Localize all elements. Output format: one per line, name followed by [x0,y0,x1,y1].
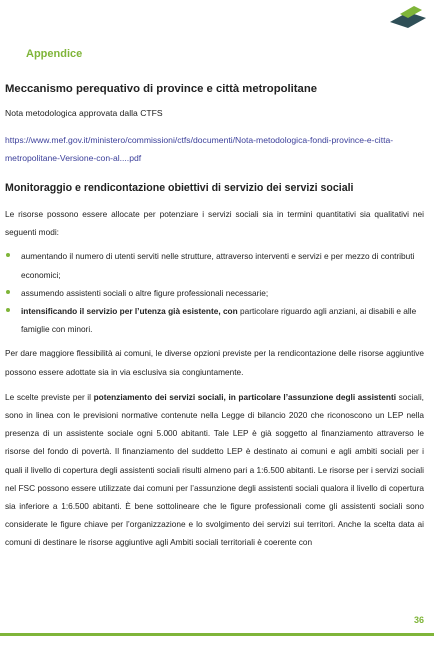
section-body [5,205,424,552]
page-number: 36 [413,615,424,625]
brand-logo-icon [388,4,428,28]
options-list [5,247,424,338]
paragraph-bold: potenziamento dei servizi sociali, in particolare l’assunzione degli assistenti [93,391,397,402]
list-item-text: particolare riguardo agli anziani, ai disabili e alle famiglie con minori. [21,306,417,335]
intro-paragraph: Le risorse possono essere allocate per potenziare i servizi sociali sia in termini quantitativi sia qualitativi nei seguenti modi: [5,209,424,238]
document-link[interactable]: https://www.mef.gov.it/ministero/commissioni/ctfs/documenti/Nota-metodologica-fondi-province-e-citta-metropolitane-Versione-con-al....pdf [5,135,394,163]
list-item-text: assumendo assistenti sociali o altre figure professionali necessarie; [21,287,269,298]
list-item [5,247,424,283]
list-item [5,302,424,338]
list-item [5,284,424,302]
bullet-icon [6,253,10,257]
section-title-monitoraggio: Monitoraggio e rendicontazione obiettivi di servizio dei servizi sociali [5,182,354,194]
footer-divider [0,633,434,636]
potentiation-paragraph [5,388,424,552]
list-item-text: aumentando il numero di utenti serviti nelle strutture, attraverso interventi e servizi e per mezzo di contributi economici; [21,251,415,280]
bullet-icon [6,308,10,312]
list-item-bold: intensificando il servizio per l’utenza già esistente, con [21,306,238,317]
paragraph-prefix: Le scelte previste per il [5,391,94,402]
section-title-perequativo: Meccanismo perequativo di province e città metropolitane [5,83,317,95]
paragraph-rest: sociali, sono in linea con le previsioni normative contenute nella Legge di bilancio 2020 che riconoscono un LEP nella presenza di un assistente sociale ogni 5.000 abitanti. Tale LEP è già soggetto al finanziamento attraverso le risorse del fondo di povertà. Il finanziamento del suddetto LEP è destinato ai comuni e agli ambiti sociali per i quali il livello di copertura degli assistenti sociali risulti almeno pari a 1:6.500 abitanti. Le risorse per i servizi sociali nel FSC possono essere utilizzate dai comuni per l’assunzione degli assistenti sociali qualora il livello di copertura sia inferiore a 1:6.500 abitanti. È bene sottolineare che le figure professionali come gli assistenti sociali sono considerate le figure chiave per l’organizzazione e lo svolgimento dei servizi sui territori. Anche la scelta data ai comuni di destinare le risorse aggiuntive agli Ambiti sociali territoriali è coerente con [5,391,424,548]
bullet-icon [6,290,10,294]
flexibility-paragraph: Per dare maggiore flessibilità ai comuni, le diverse opzioni previste per la rendicontazione delle risorse aggiuntive possono essere adottate sia in via esclusiva sia congiuntamente. [5,348,424,377]
methodology-note: Nota metodologica approvata dalla CTFS [5,108,163,118]
appendix-label: Appendice [26,48,83,60]
